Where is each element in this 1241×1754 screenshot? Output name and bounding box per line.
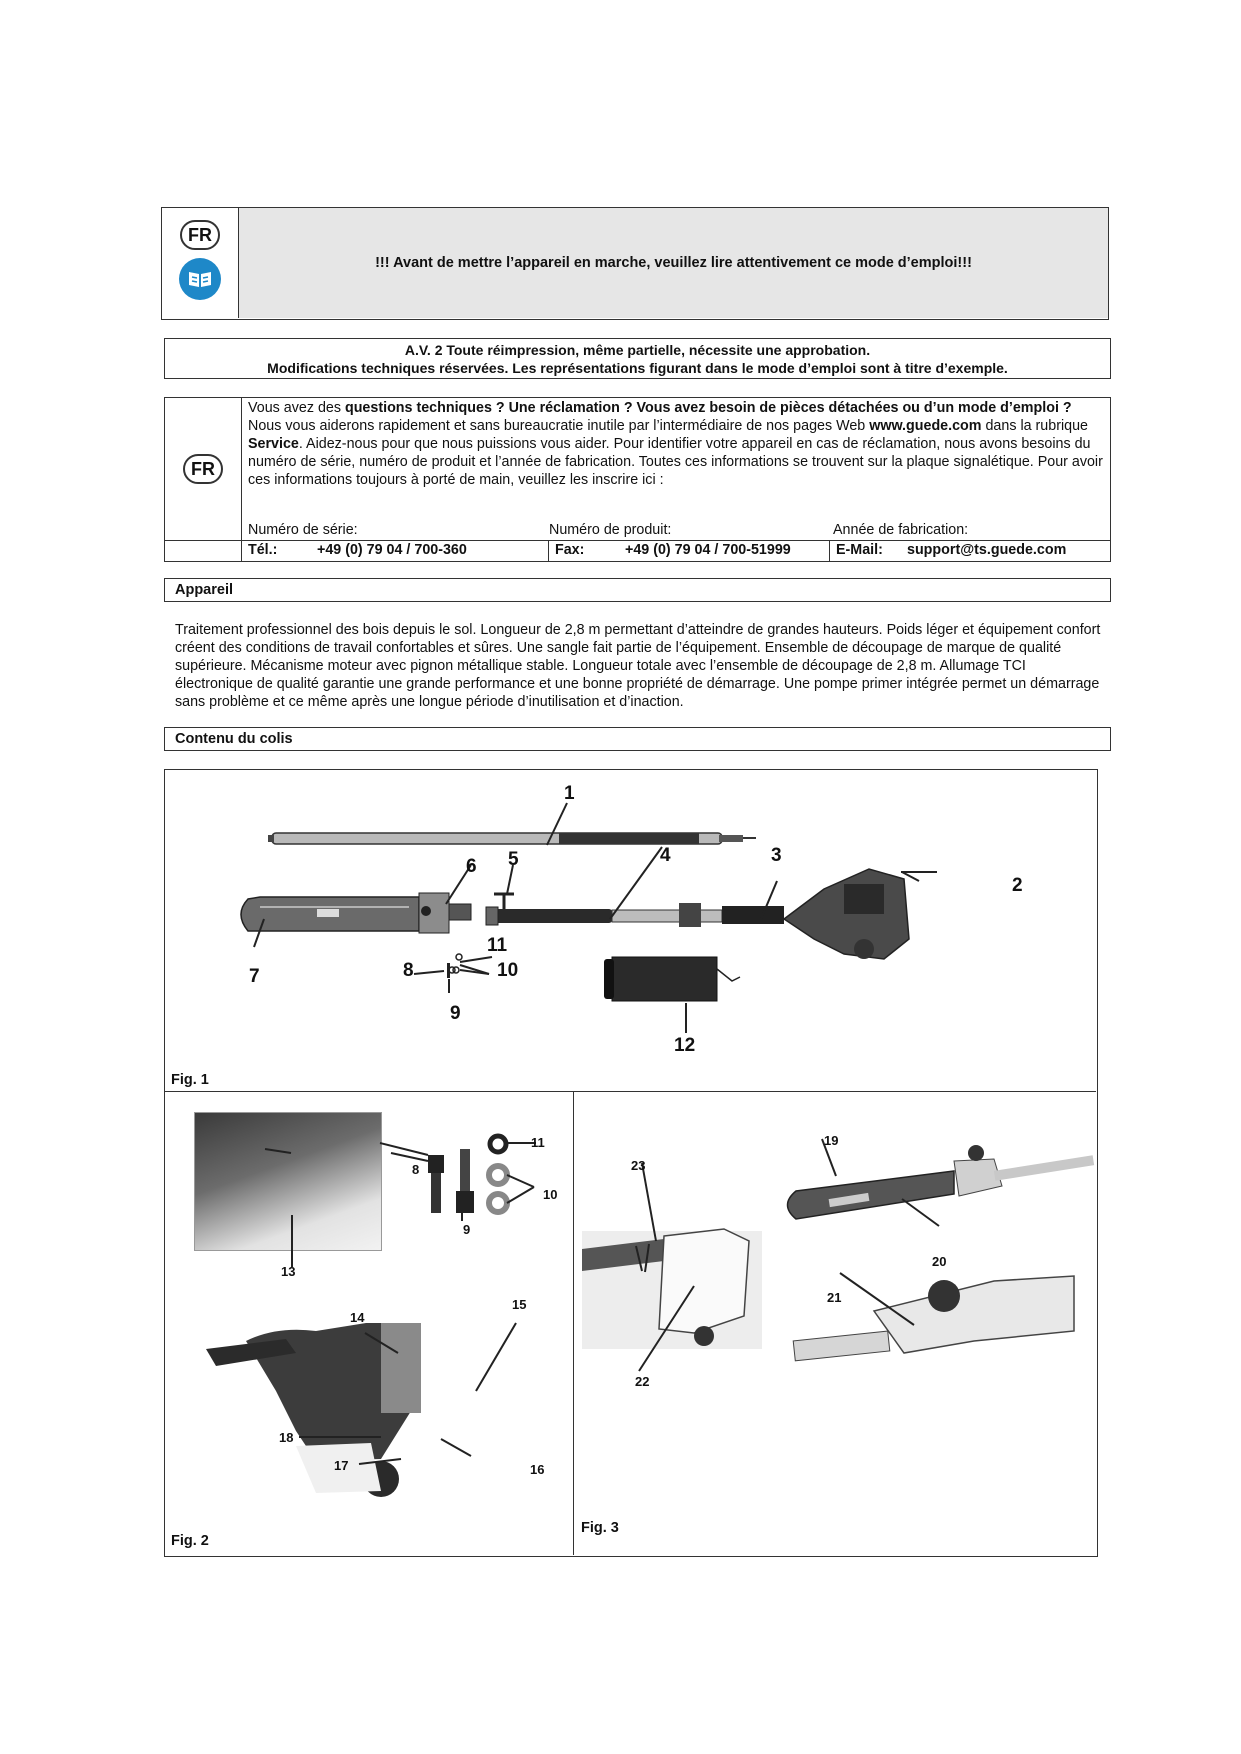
service-keyword: Service (248, 436, 299, 452)
appareil-description: Traitement professionnel des bois depuis le sol. Longueur de 2,8 m permettant d’atteindre de grandes hauteurs. Poids léger et équipement confort créent des conditions de travail confortables et sûres. Une sangle fait partie de l’équipement. Ensemble de découpage de marque de qualité supérieure. Mécanisme moteur avec pignon métallique stable. Longueur totale avec l’ensemble de découpage de 2,8 m. Allumage TCI électronique de qualité garantie une grande performance et une bonne propriété de démarrage. Une pompe primer intégrée permet un démarrage sans problème et ce même après une longue période d’inutilisation et d’inaction. (175, 622, 1101, 710)
fig1-label-4: 4 (660, 845, 671, 866)
service-paragraph-a: Nous vous aiderons rapidement et sans bureaucratie inutile par l’intermédiaire de nos pages Web (248, 418, 870, 434)
fig3-label-20: 20 (932, 1254, 947, 1269)
read-manual-icon (179, 258, 221, 300)
contenu-heading: Contenu du colis (175, 731, 293, 747)
contenu-heading-box (164, 727, 1111, 751)
fig1-label-5: 5 (508, 849, 519, 870)
language-badge-fr-service: FR (183, 454, 223, 484)
fig1-drawing (164, 769, 1098, 1089)
contact-row (165, 540, 1110, 562)
warning-box (161, 207, 1109, 320)
fig3-drawing (574, 1091, 1096, 1551)
email-value[interactable]: support@ts.guede.com (907, 542, 1067, 558)
language-badge-fr: FR (180, 220, 220, 250)
fig2-label-17: 17 (334, 1458, 349, 1473)
serial-number-label: Numéro de série: (248, 522, 358, 538)
fig1-label-2: 2 (1012, 875, 1023, 896)
fig2-label-8: 8 (412, 1162, 420, 1177)
fig1-label-7: 7 (249, 966, 260, 987)
fax-label: Fax: (555, 542, 585, 558)
service-question: questions techniques ? Une réclamation ? Vous avez besoin de pièces détachées ou d’un mode d’emploi ? (344, 400, 1072, 416)
fig2-label-11: 11 (531, 1135, 545, 1150)
fig2-label-13: 13 (281, 1264, 296, 1279)
fig2-label-15: 15 (512, 1297, 527, 1312)
fig3-label-19: 19 (824, 1133, 839, 1148)
fig1-caption: Fig. 1 (171, 1072, 209, 1088)
service-question-prefix: Vous avez des (248, 400, 345, 416)
warning-banner (239, 208, 1108, 318)
fig3-label-22: 22 (635, 1374, 650, 1389)
fig1-label-10: 10 (497, 960, 519, 981)
year-label: Année de fabrication: (833, 522, 969, 538)
service-text (248, 399, 1103, 489)
fig2-label-18: 18 (279, 1430, 294, 1445)
fig1-label-1: 1 (564, 783, 575, 804)
product-number-label: Numéro de produit: (549, 522, 672, 538)
tel-value: +49 (0) 79 04 / 700-360 (317, 542, 467, 558)
notice-line-1: A.V. 2 Toute réimpression, même partielle, nécessite une approbation. (404, 342, 871, 358)
appareil-heading-box (164, 578, 1111, 602)
service-box (164, 397, 1111, 562)
warning-text: !!! Avant de mettre l’appareil en marche, veuillez lire attentivement ce mode d’emploi!!! (375, 255, 972, 271)
appareil-heading: Appareil (175, 582, 234, 598)
fig1-label-9: 9 (450, 1003, 461, 1024)
fig2-label-14: 14 (350, 1310, 365, 1325)
email-label: E-Mail: (836, 542, 883, 558)
notice-line-2: Modifications techniques réservées. Les représentations figurant dans le mode d’emploi sont à titre d’exemple. (267, 360, 1008, 376)
fig2-drawing (166, 1091, 572, 1551)
fig3-label-23: 23 (631, 1158, 646, 1173)
service-paragraph-b: dans la rubrique (981, 418, 1089, 434)
service-paragraph-c: . Aidez-nous pour que nous puissions vous aider. Pour identifier votre appareil en cas de réclamation, nous avons besoins du numéro de série, numéro de produit et l’année de fabrication. Toutes ces informations se trouvent sur la plaque signalétique. Pour avoir ces informations toujours à porté de main, veuillez les inscrire ici : (248, 436, 1103, 488)
fax-value: +49 (0) 79 04 / 700-51999 (625, 542, 791, 558)
fig3-caption: Fig. 3 (581, 1520, 619, 1536)
fig1-label-11: 11 (487, 935, 508, 956)
fig1-label-6: 6 (466, 856, 477, 877)
tel-label: Tél.: (248, 542, 278, 558)
fig1-label-3: 3 (771, 845, 782, 866)
notice-box (164, 338, 1111, 379)
fig2-label-9: 9 (463, 1222, 471, 1237)
fig1-label-12: 12 (674, 1035, 696, 1056)
fig3-label-21: 21 (827, 1290, 842, 1305)
fig2-label-16: 16 (530, 1462, 545, 1477)
website-link[interactable]: www.guede.com (869, 418, 982, 434)
fig2-label-10: 10 (543, 1187, 558, 1202)
fig1-label-8: 8 (403, 960, 414, 981)
fig2-caption: Fig. 2 (171, 1533, 209, 1549)
